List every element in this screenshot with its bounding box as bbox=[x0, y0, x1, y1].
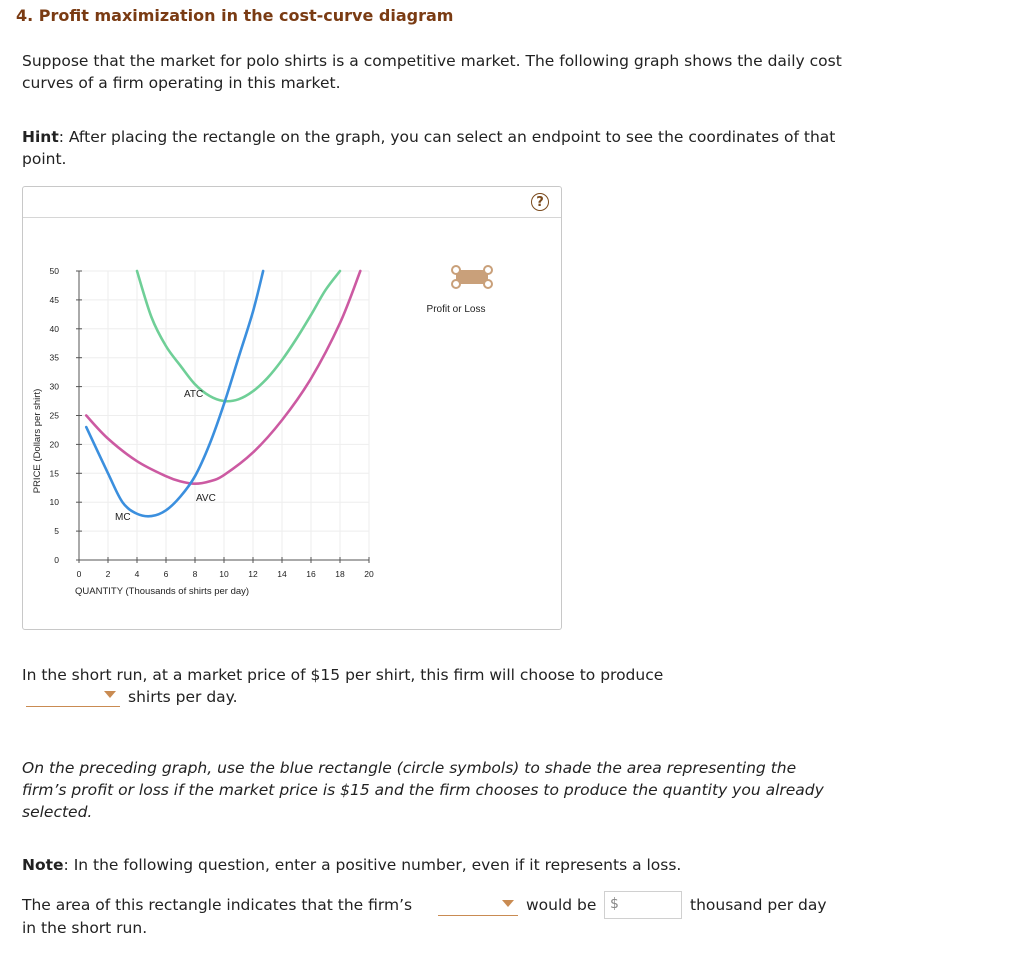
tool-label: Profit or Loss bbox=[426, 304, 486, 315]
chart-curves bbox=[86, 271, 360, 516]
profit-loss-dropdown[interactable] bbox=[438, 896, 518, 916]
mc-label: MC bbox=[115, 512, 131, 523]
hint-text bbox=[22, 126, 842, 170]
chevron-down-icon bbox=[502, 900, 514, 907]
y-tick-label: 10 bbox=[49, 497, 59, 508]
y-tick-label: 15 bbox=[49, 468, 59, 479]
question-2-line2: in the short run. bbox=[22, 919, 148, 937]
hint-label: Hint bbox=[22, 128, 59, 146]
graph-panel bbox=[22, 186, 562, 630]
x-tick-label: 18 bbox=[335, 569, 345, 579]
graph-toolbar bbox=[23, 187, 561, 218]
quantity-dropdown[interactable] bbox=[26, 687, 120, 707]
atc-label: ATC bbox=[184, 389, 204, 400]
chevron-down-icon bbox=[104, 691, 116, 698]
x-tick-label: 14 bbox=[277, 569, 287, 579]
x-tick-label: 16 bbox=[306, 569, 316, 579]
question-1-suffix: shirts per day. bbox=[128, 688, 238, 706]
x-tick-label: 6 bbox=[163, 569, 169, 579]
y-tick-label: 20 bbox=[49, 439, 59, 450]
tool-handle-top-right bbox=[484, 266, 492, 274]
chart-tick-labels bbox=[50, 266, 374, 579]
hint-body: : After placing the rectangle on the graph, you can select an endpoint to see the coordinates of that point. bbox=[22, 128, 836, 168]
x-tick-label: 20 bbox=[364, 569, 374, 579]
note-label: Note bbox=[22, 856, 64, 874]
intro-text: Suppose that the market for polo shirts is a competitive market. The following graph shows the daily cost curves of a firm operating in this market. bbox=[22, 52, 842, 92]
y-tick-label: 25 bbox=[49, 410, 59, 421]
cost-curve-chart[interactable] bbox=[23, 217, 561, 629]
y-axis-label: PRICE (Dollars per shirt) bbox=[32, 388, 43, 494]
amount-input[interactable] bbox=[604, 891, 682, 919]
question-1-text: In the short run, at a market price of $15 per shirt, this firm will choose to produce bbox=[22, 666, 664, 684]
x-tick-label: 10 bbox=[219, 569, 229, 579]
currency-symbol: $ bbox=[610, 896, 619, 912]
avc-label: AVC bbox=[196, 493, 216, 504]
x-tick-label: 8 bbox=[192, 569, 198, 579]
note-text bbox=[22, 854, 842, 876]
y-tick-label: 35 bbox=[49, 352, 59, 363]
y-tick-label: 50 bbox=[49, 266, 59, 276]
y-tick-label: 0 bbox=[54, 555, 59, 565]
x-tick-label: 4 bbox=[134, 569, 140, 579]
page-title: 4. Profit maximization in the cost-curve diagram bbox=[16, 6, 454, 25]
question-2-text-before: The area of this rectangle indicates that the firm’s bbox=[22, 896, 413, 914]
x-tick-label: 2 bbox=[105, 569, 111, 579]
x-tick-label: 12 bbox=[248, 569, 258, 579]
help-icon[interactable]: ? bbox=[531, 193, 549, 211]
tool-handle-bottom-left bbox=[452, 280, 460, 288]
profit-or-loss-rectangle-tool[interactable] bbox=[452, 266, 492, 288]
instruction-text: On the preceding graph, use the blue rectangle (circle symbols) to shade the area representing the firm’s profit or loss if the market price is $15 and the firm chooses to produce the quantity you already selected. bbox=[22, 759, 824, 821]
tool-handle-bottom-right bbox=[484, 280, 492, 288]
y-tick-label: 5 bbox=[54, 526, 59, 537]
tool-handle-top-left bbox=[452, 266, 460, 274]
question-2-text-after: thousand per day bbox=[690, 896, 827, 914]
x-tick-label: 0 bbox=[76, 569, 82, 579]
tool-rectangle bbox=[456, 270, 488, 284]
y-tick-label: 30 bbox=[49, 381, 59, 392]
question-2-text-middle: would be bbox=[526, 896, 597, 914]
note-body: : In the following question, enter a positive number, even if it represents a loss. bbox=[63, 856, 682, 874]
y-tick-label: 40 bbox=[49, 323, 59, 334]
y-tick-label: 45 bbox=[49, 294, 59, 305]
x-axis-label: QUANTITY (Thousands of shirts per day) bbox=[75, 586, 250, 597]
